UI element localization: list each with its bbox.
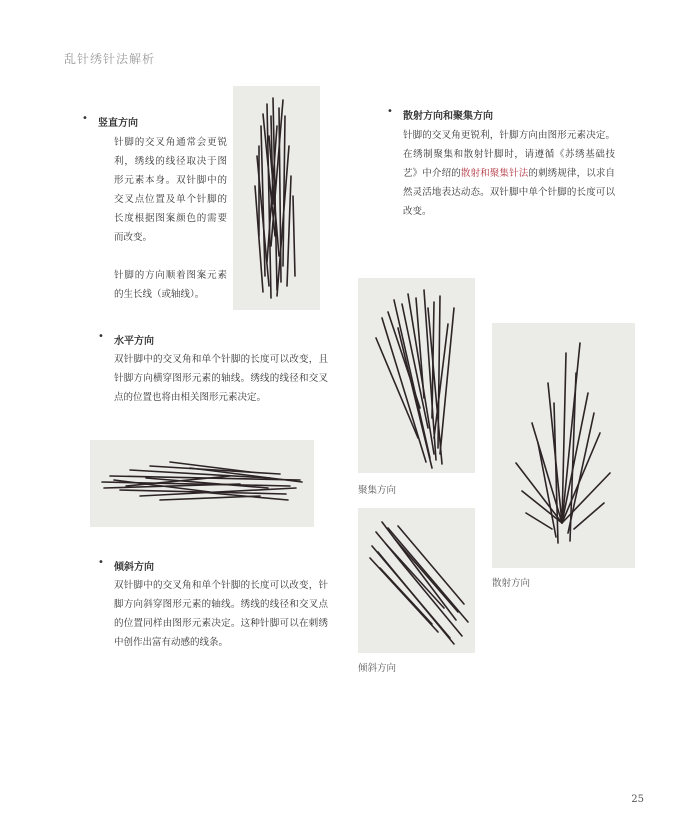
photo-vertical-stitches: [233, 86, 320, 310]
page-number: 25: [631, 794, 644, 805]
oblique-stitch-drawing: [358, 508, 475, 653]
heading-horizontal: • 水平方向: [114, 332, 154, 347]
vertical-paragraph-1: 针脚的交叉角通常会更锐利，绣线的线径取决于图形元素本身。双针脚中的交叉点位置及单个针脚的长度根据图案颜色的需要而改变。: [114, 137, 227, 243]
horizontal-paragraph: 双针脚中的交叉角和单个针脚的长度可以改变，且针脚方向横穿图形元素的轴线。绣线的线径和交叉点的位置也将由相关图形元素决定。: [114, 354, 328, 403]
photo-scatter-stitches: [492, 323, 635, 568]
running-header: 乱针绣针法解析: [64, 52, 156, 66]
gather-stitch-drawing: [358, 278, 475, 473]
heading-vertical: • 竖直方向: [98, 114, 138, 129]
radial-paragraph: [403, 126, 615, 221]
scatter-stitch-drawing: [492, 323, 635, 568]
heading-oblique: • 倾斜方向: [114, 558, 154, 573]
vertical-paragraph-2: 针脚的方向顺着图案元素的生长线（或轴线）。: [114, 270, 227, 300]
caption-oblique: 倾斜方向: [358, 663, 397, 674]
photo-oblique-stitches: [358, 508, 475, 653]
radial-text-2: 的刺绣规律，以求自然灵活地表达动态。双针脚中单个针脚的长度可以改变。: [403, 168, 615, 217]
heading-radial: • 散射方向和聚集方向: [403, 107, 493, 122]
caption-gather: 聚集方向: [358, 485, 397, 496]
radial-text-1: 针脚的交叉角更锐利，针脚方向由图形元素决定。在绣制聚集和散射针脚时，请遵循《苏绣基础技艺》中介绍的: [403, 130, 615, 179]
oblique-paragraph: 双针脚中的交叉角和单个针脚的长度可以改变，针脚方向斜穿图形元素的轴线。绣线的线径和交叉点的位置同样由图形元素决定。这种针脚可以在刺绣中创作出富有动感的线条。: [114, 580, 328, 648]
horizontal-stitch-drawing: [90, 440, 314, 527]
vertical-stitch-drawing: [233, 86, 320, 310]
caption-scatter: 散射方向: [492, 578, 531, 589]
photo-horizontal-stitches: [90, 440, 314, 527]
radial-highlight-link: 散射和聚集针法: [460, 168, 529, 179]
photo-gather-stitches: [358, 278, 475, 473]
